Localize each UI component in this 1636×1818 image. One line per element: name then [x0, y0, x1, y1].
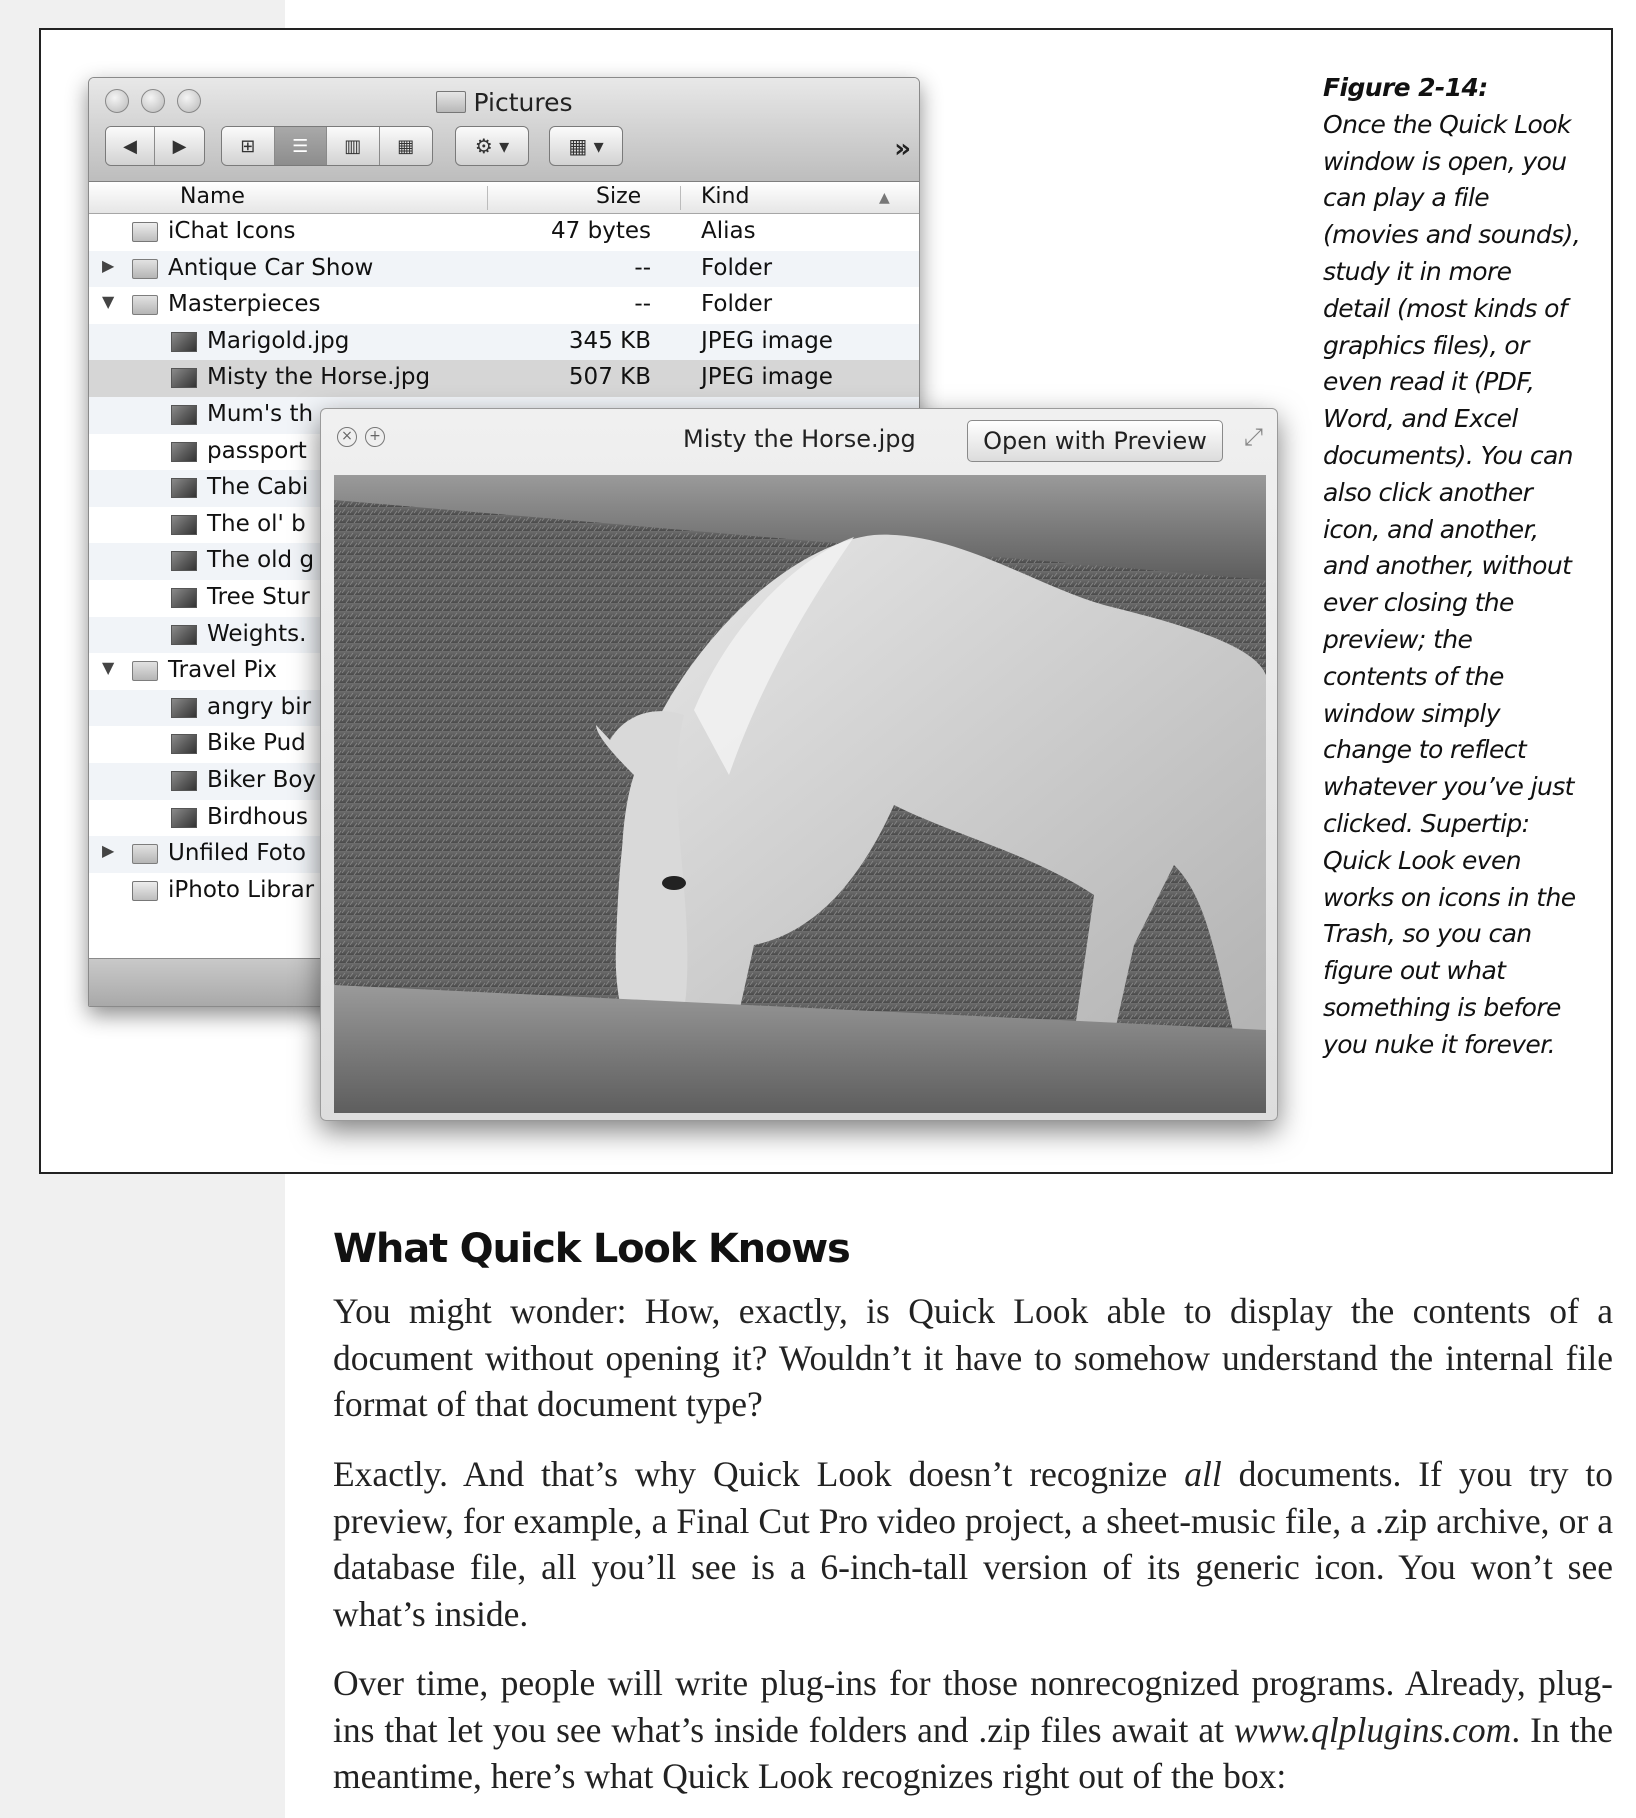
figure-caption	[1323, 70, 1583, 1064]
file-name: iChat Icons	[168, 218, 296, 244]
file-row[interactable]	[89, 251, 919, 288]
alias-icon	[132, 222, 158, 242]
paragraph-1: You might wonder: How, exactly, is Quick Look able to display the contents of a document without opening it? Wouldn’t it have to somehow understand the internal file format of that document type?	[333, 1291, 1613, 1424]
folder-icon	[132, 295, 158, 315]
folder-icon	[132, 259, 158, 279]
column-divider[interactable]	[680, 186, 681, 210]
file-name: The Cabi	[207, 474, 309, 501]
section-heading: What Quick Look Knows	[333, 1226, 850, 1272]
file-row[interactable]	[89, 214, 919, 251]
figure-label: Figure 2-14:	[1323, 73, 1488, 102]
window-title	[89, 88, 919, 117]
image-icon	[171, 625, 197, 645]
disclosure-triangle-icon[interactable]: ▼	[102, 658, 115, 678]
folder-icon	[132, 844, 158, 864]
file-name: Biker Boy	[207, 766, 317, 793]
paragraph-3-text: Over time, people will write plug-ins for those nonrecognized programs. Already, plug-ins that let you see what’s inside folders and .zip files await at	[333, 1663, 1613, 1750]
file-name: Marigold.jpg	[207, 327, 350, 354]
image-icon	[171, 478, 197, 498]
file-kind: JPEG image	[701, 364, 833, 391]
file-kind: Alias	[701, 218, 756, 244]
file-name: Tree Stur	[207, 583, 310, 610]
window-title-text: Pictures	[473, 88, 573, 117]
action-menu-button[interactable]	[455, 126, 529, 166]
folder-icon	[132, 661, 158, 681]
file-row[interactable]	[89, 324, 919, 361]
arrange-icon: ▦ ▾	[568, 134, 604, 158]
file-row[interactable]	[89, 360, 919, 397]
fullscreen-icon[interactable]: ⤢	[1243, 423, 1263, 451]
coverflow-view-button[interactable]: ▦	[380, 127, 433, 165]
image-icon	[171, 368, 197, 388]
icon-view-button[interactable]: ⊞	[222, 127, 275, 165]
file-size: 47 bytes	[551, 218, 651, 244]
file-name: Mum's th	[207, 400, 314, 427]
list-view-button[interactable]: ☰	[275, 127, 328, 165]
column-divider[interactable]	[487, 186, 488, 210]
file-size: --	[634, 254, 651, 281]
file-name: Travel Pix	[168, 657, 278, 684]
file-name: angry bir	[207, 693, 312, 720]
quick-look-panel	[320, 408, 1278, 1121]
file-name: The old g	[207, 547, 315, 574]
image-icon	[171, 588, 197, 608]
paragraph-3	[333, 1660, 1613, 1800]
image-icon	[171, 405, 197, 425]
nav-buttons	[105, 126, 205, 166]
paragraph-2-emphasis: all	[1184, 1454, 1222, 1494]
file-name: Weights.	[207, 620, 307, 647]
file-kind: Folder	[701, 254, 773, 281]
folder-icon	[436, 91, 466, 113]
back-button[interactable]: ◀	[106, 127, 155, 165]
paragraph-2-text: documents. If you try to preview, for example, a Final Cut Pro video project, a sheet-music file, a .zip archive, or a database file, all you’ll see is a 6-inch-tall version of its generic icon. You won’t see what’s inside.	[333, 1454, 1613, 1634]
file-name: iPhoto Librar	[168, 876, 315, 903]
image-icon	[171, 734, 197, 754]
open-with-preview-button[interactable]: Open with Preview	[967, 420, 1223, 462]
column-view-button[interactable]: ▥	[327, 127, 380, 165]
column-kind[interactable]: Kind	[701, 184, 750, 209]
file-size: 345 KB	[568, 327, 651, 354]
column-name[interactable]: Name	[180, 184, 245, 209]
alias-icon	[132, 881, 158, 901]
file-name: Unfiled Foto	[168, 840, 306, 867]
toolbar-overflow-icon[interactable]: »	[894, 134, 911, 164]
paragraph-3-text: . In the meantime, here’s what Quick Look recognizes right out of the box:	[333, 1709, 1613, 1796]
add-icon[interactable]: +	[365, 427, 385, 447]
disclosure-triangle-icon[interactable]: ▶	[102, 841, 115, 861]
disclosure-triangle-icon[interactable]: ▶	[102, 255, 115, 275]
paragraph-2-text: Exactly. And that’s why Quick Look doesn’t recognize	[333, 1454, 1185, 1494]
file-name: Birdhous	[207, 803, 309, 830]
column-size[interactable]: Size	[596, 184, 642, 209]
horse-photo	[334, 475, 1266, 1113]
file-name: The ol' b	[207, 510, 306, 537]
image-icon	[171, 442, 197, 462]
image-icon	[171, 771, 197, 791]
disclosure-triangle-icon[interactable]: ▼	[102, 292, 115, 312]
column-header	[89, 182, 919, 214]
file-name: Masterpieces	[168, 291, 321, 318]
image-icon	[171, 332, 197, 352]
file-name: Misty the Horse.jpg	[207, 364, 431, 391]
arrange-menu-button[interactable]	[549, 126, 623, 166]
close-icon[interactable]: ×	[337, 427, 357, 447]
image-icon	[171, 698, 197, 718]
file-size: --	[634, 291, 651, 318]
sort-ascending-icon: ▲	[879, 190, 890, 206]
file-name: Bike Pud	[207, 730, 306, 757]
qlplugins-link[interactable]: www.qlplugins.com	[1233, 1709, 1512, 1750]
image-icon	[171, 551, 197, 571]
file-size: 507 KB	[568, 364, 651, 391]
view-mode-buttons	[221, 126, 433, 166]
image-icon	[171, 808, 197, 828]
figure-caption-text: Once the Quick Look window is open, you can play a file (movies and sounds), study it in more detail (most kinds of graphics files), or even read it (PDF, Word, and Excel documents). You can also click another icon, and another, and another, without ever closing the preview; the contents of the window simply change to reflect whatever you’ve just clicked. Supertip: Quick Look even works on icons in the Trash, so you can figure out what something is before you nuke it forever.	[1323, 109, 1581, 1059]
file-name: passport	[207, 437, 307, 464]
gear-icon: ⚙ ▾	[474, 134, 510, 158]
file-row[interactable]	[89, 287, 919, 324]
file-kind: Folder	[701, 291, 773, 318]
paragraph-2	[333, 1451, 1613, 1637]
file-kind: JPEG image	[701, 327, 833, 354]
forward-button[interactable]: ▶	[155, 127, 204, 165]
quick-look-title: Misty the Horse.jpg	[683, 425, 916, 453]
file-name: Antique Car Show	[168, 254, 374, 281]
finder-toolbar	[89, 78, 919, 182]
image-icon	[171, 515, 197, 535]
